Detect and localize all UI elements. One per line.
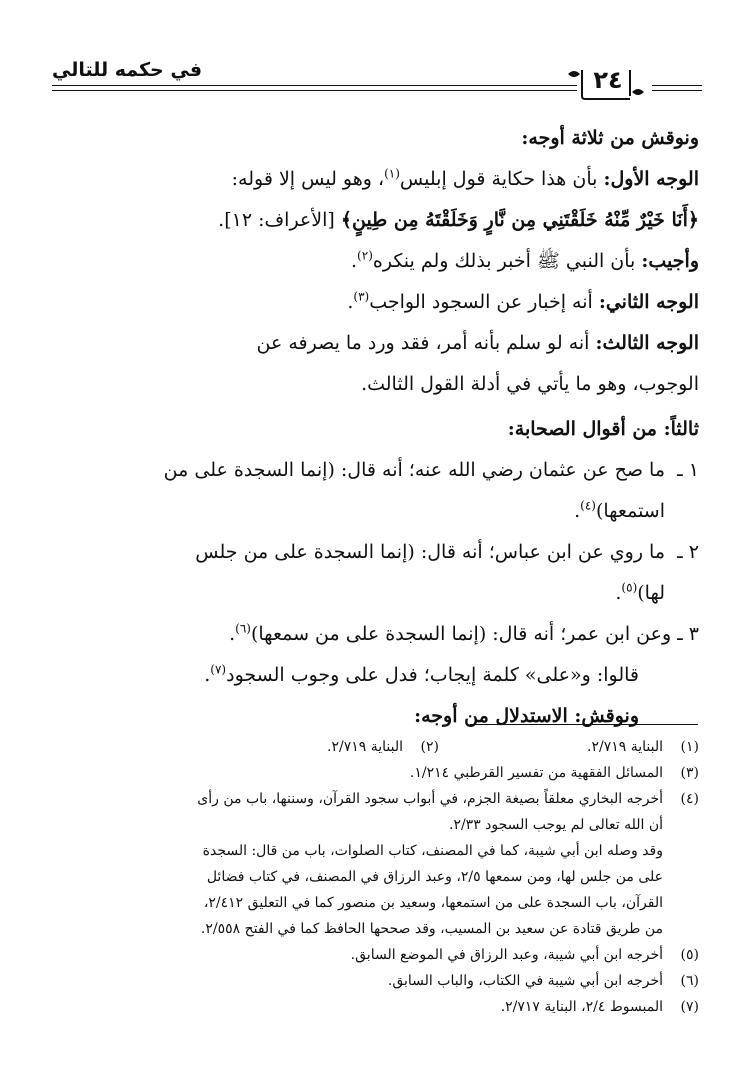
header-rule-top	[52, 85, 577, 86]
footnote-4	[66, 786, 699, 838]
header-tail-rule-top	[652, 85, 702, 86]
footnote-ref-3[interactable]: (٣)	[353, 289, 370, 304]
list-item-1-text: ما صح عن عثمان رضي الله عنه؛ أنه قال: (إنما السجدة على من	[163, 459, 665, 481]
footnote-ref-4[interactable]: (٤)	[580, 498, 596, 513]
footnote-5-text: أخرجه ابن أبي شيبة، وعبد الرزاق في الموضع السابق.	[350, 947, 663, 963]
footnote-ref-5[interactable]: (٥)	[621, 580, 638, 595]
footnote-3	[66, 760, 699, 786]
footnote-4-line-4: على من جلس لها، ومن سمعها ٢/٥، وعبد الرزاق في المصنف، في كتاب فضائل	[206, 869, 663, 885]
footnote-3-number: (٣)	[680, 765, 699, 781]
footnote-3-text: المسائل الفقهية من تفسير القرطبي ١/٢١٤.	[409, 765, 663, 781]
footnote-7	[66, 994, 699, 1020]
third-aspect-text: أنه لو سلم بأنه أمر، فقد ورد ما يصرفه عن	[256, 332, 590, 354]
second-aspect-label: الوجه الثاني:	[598, 291, 699, 313]
header-tail-rule-bottom	[652, 90, 702, 91]
footnote-row-1-2	[66, 734, 699, 760]
footnote-separator	[470, 724, 698, 725]
discussion-text: الاستدلال من أوجه:	[414, 705, 568, 727]
list-item-3	[74, 614, 699, 655]
third-aspect-label: الوجه الثالث:	[595, 332, 699, 354]
list-item-2-line2: لها)	[637, 582, 665, 604]
list-number-1: ١ ـ	[677, 459, 699, 481]
list-item-2-continuation	[74, 573, 665, 614]
footnote-ref-2[interactable]: (٢)	[357, 248, 373, 263]
footnote-1-number: (١)	[680, 739, 699, 755]
first-aspect-text: بأن هذا حكاية قول إبليس	[399, 168, 598, 190]
footnote-6-text: أخرجه ابن أبي شيبة في الكتاب، والباب السابق.	[387, 973, 663, 989]
second-aspect-line	[74, 282, 699, 323]
verse-reference: [الأعراف: ١٢].	[218, 209, 335, 231]
footnote-7-number: (٧)	[680, 999, 699, 1015]
answer-end: .	[351, 250, 358, 272]
footnote-1-text: البناية ٢/٧١٩.	[587, 739, 663, 755]
list-item-1-line2: استمعها)	[595, 500, 665, 522]
quran-verse-line	[74, 200, 699, 241]
footnote-6-number: (٦)	[680, 973, 699, 989]
main-text	[74, 118, 699, 737]
third-aspect-line	[74, 323, 699, 364]
footnote-4-line-3: وقد وصله ابن أبي شيبة، كما في المصنف، كتاب الصلوات، باب من قال: السجدة	[202, 843, 663, 859]
footnote-2-text: البناية ٢/٧١٩.	[327, 739, 403, 755]
discussion-label: ونوقش:	[574, 705, 639, 727]
footnote-5	[66, 942, 699, 968]
answer-text: بأن النبي ﷺ أخبر بذلك ولم ينكره	[372, 250, 636, 272]
footnote-ref-7[interactable]: (٧)	[210, 662, 227, 677]
footnote-1	[439, 734, 699, 760]
footnote-2-number: (٢)	[420, 739, 439, 755]
section-heading: ونوقش من ثلاثة أوجه:	[521, 127, 699, 149]
footnote-4-number: (٤)	[680, 791, 699, 807]
footnote-4-line-6: من طريق قتادة عن سعيد بن المسيب، وقد صححها الحافظ كما في الفتح ٢/٥٥٨.	[200, 921, 663, 937]
qalu-text: قالوا: و«على» كلمة إيجاب؛ فدل على وجوب السجود	[226, 664, 639, 686]
running-title: في حكمه للتالي	[52, 59, 203, 81]
footnote-ref-1[interactable]: (١)	[384, 166, 400, 181]
first-aspect-tail: ، وهو ليس إلا قوله:	[231, 168, 385, 190]
list-number-2: ٢ ـ	[677, 541, 699, 563]
list-item-2-end: .	[615, 582, 622, 604]
quran-verse: ﴿أَنَا خَيْرٌ مِّنْهُ خَلَقْتَنِي مِن نَّارٍ وَخَلَقْتَهُ مِن طِينٍ﴾	[340, 209, 699, 231]
list-number-3: ٣ ـ	[677, 623, 699, 645]
qalu-line	[74, 655, 699, 696]
first-aspect-label: الوجه الأول:	[603, 168, 699, 190]
qalu-end: .	[204, 664, 211, 686]
second-aspect-end: .	[347, 291, 354, 313]
list-item-1-continuation	[74, 491, 665, 532]
answer-label: وأجيب:	[641, 250, 699, 272]
header-rule-bottom	[52, 90, 577, 91]
list-item-2-text: ما روي عن ابن عباس؛ أنه قال: (إنما السجدة على من جلس	[195, 541, 665, 563]
list-item-1-end: .	[574, 500, 581, 522]
footnote-6	[66, 968, 699, 994]
footnote-4-line-2: أن الله تعالى لم يوجب السجود ٢/٣٣.	[448, 817, 663, 833]
answer-line	[74, 241, 699, 282]
first-aspect-line	[74, 159, 699, 200]
list-item-3-end: .	[229, 623, 236, 645]
footnote-2	[179, 734, 439, 760]
footnotes	[66, 734, 699, 1020]
list-item-3-text: وعن ابن عمر؛ أنه قال: (إنما السجدة على من سمعها)	[250, 623, 672, 645]
footnote-5-number: (٥)	[680, 947, 699, 963]
second-aspect-text: أنه إخبار عن السجود الواجب	[369, 291, 593, 313]
discussion-line	[74, 696, 699, 737]
footnote-ref-6[interactable]: (٦)	[235, 621, 251, 636]
footnote-4-line-1: أخرجه البخاري معلقاً بصيغة الجزم، في أبواب سجود القرآن، وسننها، باب من رأى	[197, 791, 663, 807]
third-aspect-continuation: الوجوب، وهو ما يأتي في أدلة القول الثالث.	[361, 373, 699, 395]
companions-heading: ثالثاً: من أقوال الصحابة:	[507, 418, 699, 440]
footnote-7-text: المبسوط ٢/٤، البناية ٢/٧١٧.	[500, 999, 663, 1015]
list-item-2	[74, 532, 699, 614]
page-number: ٢٤	[593, 66, 623, 94]
footnote-4-line-5: القرآن، باب السجدة على من استمعها، وسعيد بن منصور كما في التعليق ٢/٤١٢،	[203, 895, 663, 911]
list-item-1	[74, 450, 699, 532]
